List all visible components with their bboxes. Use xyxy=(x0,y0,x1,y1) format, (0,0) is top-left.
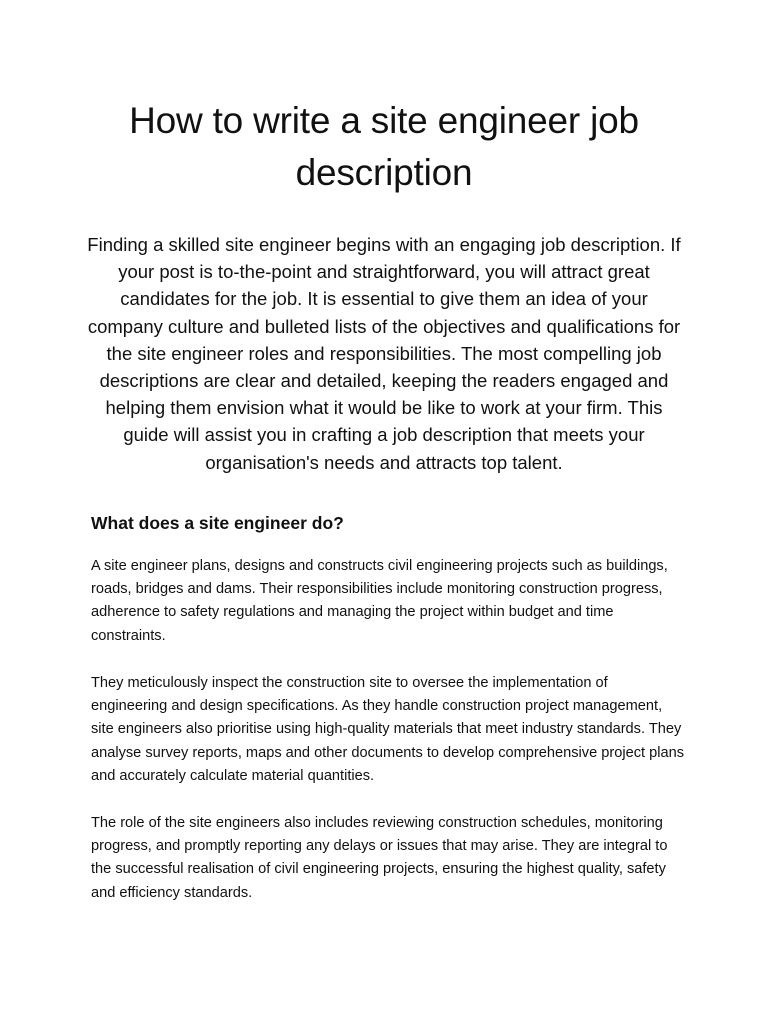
body-paragraph-2: They meticulously inspect the construction site to oversee the implementation of engineering and design specifications. As they handle construction project management, site engineers also prioritise using high-quality materials that meet industry standards. They analyse survey reports, maps and other documents to develop comprehensive project plans and accurately calculate material quantities. xyxy=(91,675,684,784)
section-heading: What does a site engineer do? xyxy=(91,513,344,533)
intro-paragraph: Finding a skilled site engineer begins with an engaging job description. If your post is to-the-point and straightforward, you will attract great candidates for the job. It is essential to give them an idea of your company culture and bulleted lists of the objectives and qualifications for the site engineer roles and responsibilities. The most compelling job descriptions are clear and detailed, keeping the readers engaged and helping them envision what it would be like to work at your firm. This guide will assist you in crafting a job description that meets your organisation's needs and attracts top talent. xyxy=(87,234,681,473)
page-title: How to write a site engineer job description xyxy=(129,100,639,193)
body-paragraph-3: The role of the site engineers also includes reviewing construction schedules, monitoring progress, and promptly reporting any delays or issues that may arise. They are integral to the successful realisation of civil engineering projects, ensuring the highest quality, safety and efficiency standards. xyxy=(91,815,668,901)
body-paragraph-1: A site engineer plans, designs and constructs civil engineering projects such as buildings, roads, bridges and dams. Their responsibilities include monitoring construction progress, adherence to safety regulations and managing the project within budget and time constraints. xyxy=(91,558,668,644)
